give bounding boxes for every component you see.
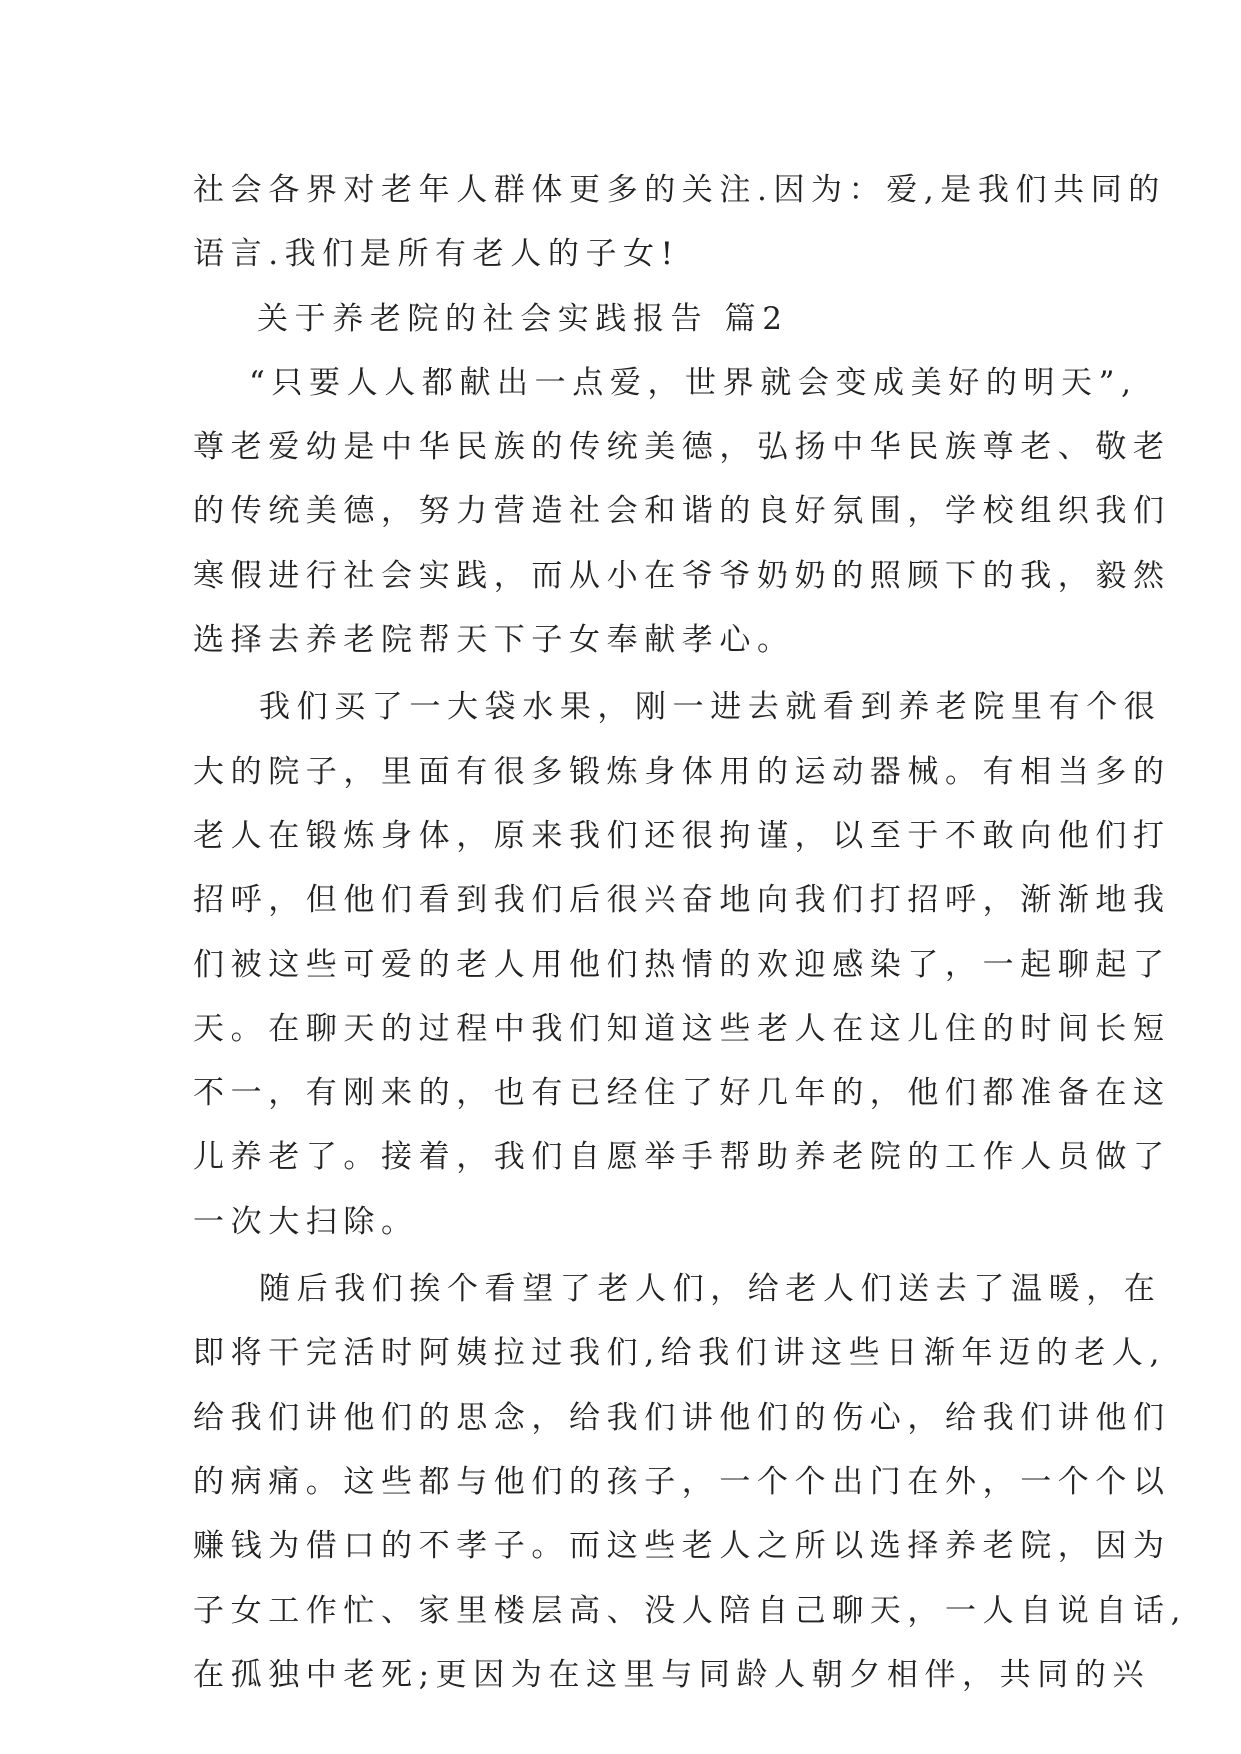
text-line: 即将干完活时阿姨拉过我们,给我们讲这些日渐年迈的老人, [193,1335,1166,1372]
text-line: 大的院子，里面有很多锻炼身体用的运动器械。有相当多的 [193,753,1171,790]
text-line: 寒假进行社会实践，而从小在爷爷奶奶的照顾下的我，毅然 [193,557,1171,594]
text-line: 儿养老了。接着，我们自愿举手帮助养老院的工作人员做了 [193,1139,1171,1176]
text-line: 天。在聊天的过程中我们知道这些老人在这儿住的时间长短 [193,1010,1171,1047]
text-line: 社会各界对老年人群体更多的关注.因为：爱,是我们共同的 [193,172,1166,208]
text-line: 在孤独中老死;更因为在这里与同龄人朝夕相伴，共同的兴 [193,1656,1151,1693]
text-line: 给我们讲他们的思念，给我们讲他们的伤心，给我们讲他们 [193,1399,1171,1436]
text-line: “只要人人都献出一点爱，世界就会变成美好的明天”, [249,364,1138,401]
text-line: 赚钱为借口的不孝子。而这些老人之所以选择养老院，因为 [193,1528,1171,1565]
text-line: 一次大扫除。 [193,1203,419,1240]
text-line: 尊老爱幼是中华民族的传统美德，弘扬中华民族尊老、敬老 [193,429,1171,466]
text-line: 招呼，但他们看到我们后很兴奋地向我们打招呼，渐渐地我 [193,882,1171,919]
text-line: 我们买了一大袋水果，刚一进去就看到养老院里有个很 [259,689,1162,726]
text-line: 的传统美德，努力营造社会和谐的良好氛围，学校组织我们 [193,493,1171,530]
document-body [193,158,1188,1707]
text-line: 语言.我们是所有老人的子女! [193,236,680,273]
text-line: 子女工作忙、家里楼层高、没人陪自己聊天，一人自说自话, [193,1592,1188,1629]
text-line: 随后我们挨个看望了老人们，给老人们送去了温暖，在 [259,1271,1162,1308]
text-line: 们被这些可爱的老人用他们热情的欢迎感染了，一起聊起了 [193,946,1171,983]
text-line: 不一，有刚来的，也有已经住了好几年的，他们都准备在这 [193,1075,1171,1112]
section-heading: 关于养老院的社会实践报告 篇2 [257,300,789,337]
text-line: 老人在锻炼身体，原来我们还很拘谨，以至于不敢向他们打 [193,817,1171,854]
text-line: 的病痛。这些都与他们的孩子，一个个出门在外，一个个以 [193,1463,1171,1500]
text-line: 选择去养老院帮天下子女奉献孝心。 [193,622,795,659]
